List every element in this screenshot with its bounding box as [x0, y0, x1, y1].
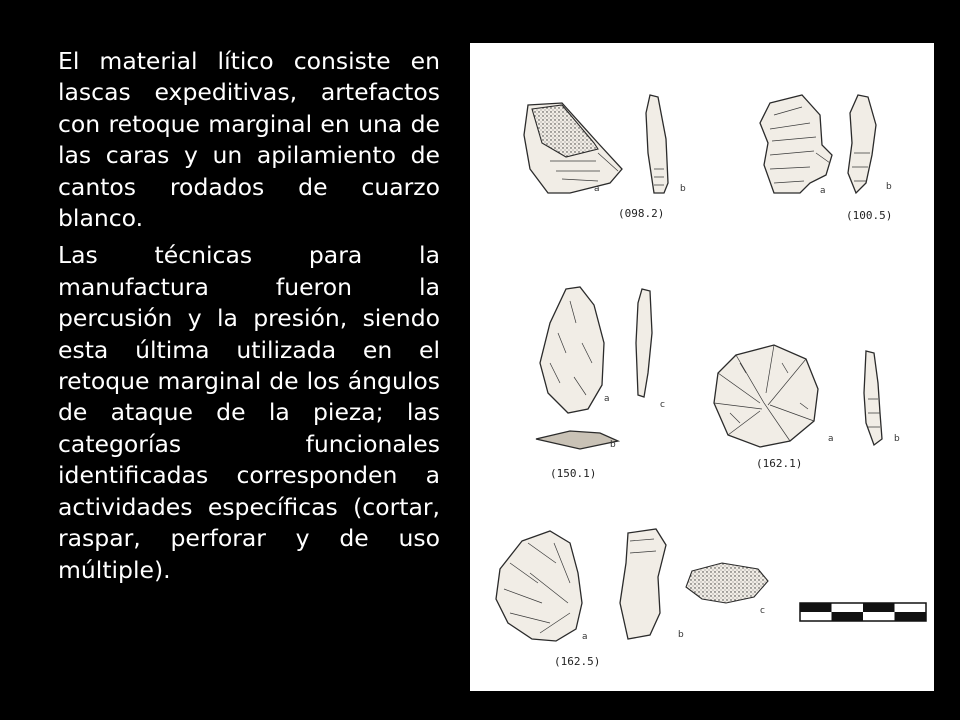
view-label-b: b: [680, 184, 686, 194]
view-label-a: a: [828, 434, 834, 444]
view-label-b: b: [678, 630, 684, 640]
specimen-label-100-5: (100.5): [846, 209, 893, 222]
view-label-b: b: [894, 434, 900, 444]
artifact-098-2-view-b: [646, 95, 668, 193]
artifact-100-5: [760, 95, 892, 222]
lithic-artifacts-figure: [470, 43, 934, 691]
artifact-100-5-view-b: [848, 95, 876, 193]
artifact-162-5-view-b: [620, 529, 666, 639]
artifact-150-1-view-a: [540, 287, 604, 413]
artifact-162-1-view-a: [714, 345, 818, 447]
artifact-150-1: [536, 287, 665, 480]
artifact-162-1-view-b: [864, 351, 882, 445]
artifact-drawings: [470, 43, 934, 691]
paragraph-material-litico: El material lítico consiste en lascas expeditivas, artefactos con retoque marginal en una de las caras y un apilamiento de cantos rodados de cuarzo blanco.: [58, 47, 440, 233]
paragraph-tecnicas: Las técnicas para la manufactura fueron la percusión y la presión, siendo esta última utilizada en el retoque marginal de los ángulos de ataque de la pieza; las categorías funcionales identificadas corresponden a actividades específicas (cortar, raspar, perforar y de uso múltiple).: [58, 241, 440, 584]
artifact-162-5-view-c: [686, 563, 768, 603]
specimen-label-162-1: (162.1): [756, 457, 803, 470]
view-label-b: b: [610, 440, 616, 450]
view-label-a: a: [604, 394, 610, 404]
artifact-100-5-view-a: [760, 95, 832, 193]
view-label-c: c: [760, 606, 765, 616]
artifact-162-5: [496, 529, 768, 668]
artifact-162-1: [714, 345, 900, 470]
view-label-c: c: [660, 400, 665, 410]
text-column: [58, 46, 440, 592]
view-label-a: a: [594, 184, 600, 194]
view-label-b: b: [886, 182, 892, 192]
view-label-a: a: [820, 186, 826, 196]
specimen-label-150-1: (150.1): [550, 467, 597, 480]
artifact-150-1-view-b: [536, 431, 618, 449]
scale-bar: [800, 603, 926, 621]
artifact-150-1-view-c: [636, 289, 652, 397]
specimen-label-098-2: (098.2): [618, 207, 665, 220]
artifact-162-5-view-a: [496, 531, 582, 641]
view-label-a: a: [582, 632, 588, 642]
artifact-098-2: [524, 95, 686, 220]
specimen-label-162-5: (162.5): [554, 655, 601, 668]
